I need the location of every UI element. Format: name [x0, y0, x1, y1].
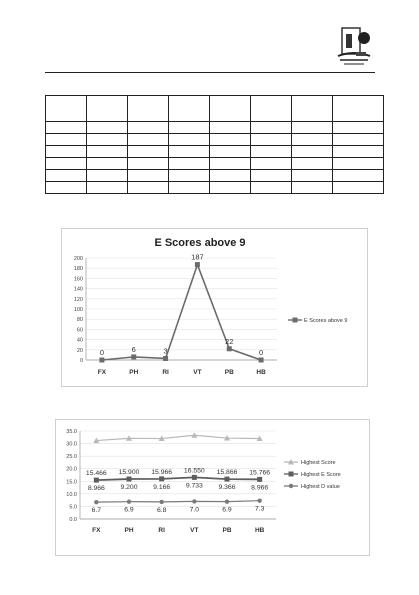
table-cell [128, 170, 169, 182]
table-cell [210, 96, 251, 122]
y-tick-label: 160 [73, 276, 83, 283]
table-cell [251, 146, 292, 158]
x-tick-label: PH [124, 527, 134, 534]
data-label: 16.550 [183, 467, 205, 475]
y-tick-label: 200 [73, 256, 83, 262]
table-cell [292, 134, 333, 146]
y-tick-label: 0 [79, 358, 83, 364]
table-cell [251, 122, 292, 134]
table-cell [251, 182, 292, 194]
data-point [94, 478, 99, 483]
table-cell [292, 158, 333, 170]
table-cell [46, 170, 87, 182]
data-label: 15.866 [216, 469, 238, 477]
y-tick-label: 120 [73, 296, 83, 303]
table-cell [46, 134, 87, 146]
y-tick-label: 5.0 [69, 504, 77, 511]
series-line [96, 435, 259, 440]
legend [284, 459, 341, 490]
table-cell [169, 158, 210, 170]
table-row [46, 182, 384, 194]
university-logo-icon [334, 22, 374, 68]
data-label: 6.9 [222, 506, 232, 514]
data-point [99, 358, 104, 363]
table-cell [210, 146, 251, 158]
data-label: 187 [191, 252, 204, 262]
table-cell [251, 96, 292, 122]
table-cell [333, 96, 384, 122]
data-label: 6.9 [124, 506, 134, 514]
table-cell [251, 134, 292, 146]
data-label: 6.7 [91, 507, 102, 515]
table-cell [87, 96, 128, 122]
data-point [94, 500, 98, 504]
data-label: 15.966 [151, 468, 173, 476]
chart-e-scores [62, 229, 367, 386]
data-point [259, 358, 264, 363]
table-cell [87, 122, 128, 134]
table-cell [169, 96, 210, 122]
table-cell [333, 146, 384, 158]
chart-title: E Scores above 9 [154, 237, 246, 249]
legend-label: Highest E Score [301, 472, 341, 478]
table-cell [333, 170, 384, 182]
header-rule [45, 72, 375, 73]
legend-label: Highest D value [301, 484, 340, 490]
table-row [46, 146, 384, 158]
table-cell [292, 182, 333, 194]
data-label: 8.966 [251, 484, 269, 492]
series-line [96, 477, 259, 480]
y-tick-label: 0.0 [69, 517, 77, 523]
x-tick-label: VT [190, 527, 199, 534]
table-cell [210, 122, 251, 134]
y-tick-label: 40 [76, 337, 83, 344]
table-cell [333, 134, 384, 146]
x-tick-label: FX [92, 527, 101, 534]
y-tick-label: 35.0 [66, 429, 77, 435]
table-row [46, 96, 384, 122]
y-tick-label: 10.0 [66, 491, 77, 498]
legend-label: E Scores above 9 [304, 318, 348, 324]
data-point [257, 477, 262, 482]
data-label: 15.466 [85, 470, 107, 478]
legend-marker [293, 318, 298, 323]
table-cell [333, 158, 384, 170]
data-label: 3 [163, 346, 168, 356]
x-tick-label: FX [97, 369, 107, 376]
y-tick-label: 30.0 [66, 441, 77, 448]
table-cell [292, 170, 333, 182]
table-cell [210, 134, 251, 146]
table-row [46, 134, 384, 146]
data-point [192, 475, 197, 480]
data-label: 0 [258, 348, 264, 357]
table-cell [128, 182, 169, 194]
series-line [99, 265, 264, 360]
y-tick-label: 20 [76, 347, 83, 354]
x-tick-label: PB [222, 527, 232, 534]
x-tick-label: RI [162, 369, 169, 376]
table-cell [128, 158, 169, 170]
data-label: 9.733 [185, 482, 203, 490]
data-label: 7.3 [254, 505, 265, 513]
x-tick-label: PB [224, 369, 234, 376]
series-0 [93, 432, 262, 443]
x-tick-label: PH [129, 369, 139, 376]
data-point [163, 356, 168, 361]
table-cell [169, 122, 210, 134]
table-cell [128, 96, 169, 122]
data-point [159, 500, 163, 504]
table-cell [46, 96, 87, 122]
y-tick-label: 25.0 [66, 454, 77, 461]
table-cell [251, 170, 292, 182]
y-tick-label: 60 [76, 327, 83, 334]
y-tick-label: 140 [73, 286, 83, 293]
table-cell [87, 146, 128, 158]
table-cell [46, 158, 87, 170]
data-point [192, 499, 196, 503]
table-cell [169, 146, 210, 158]
table-cell [169, 134, 210, 146]
data-label: 9.366 [218, 484, 236, 492]
x-tick-label: RI [158, 527, 165, 534]
legend-marker [289, 472, 294, 477]
data-point [127, 477, 132, 482]
table-cell [210, 182, 251, 194]
table-cell [87, 158, 128, 170]
table-cell [46, 146, 87, 158]
data-label: 15.900 [118, 469, 140, 477]
table-row [46, 122, 384, 134]
y-tick-label: 180 [73, 266, 83, 273]
data-label: 7.0 [189, 506, 200, 514]
table-row [46, 170, 384, 182]
table-cell [210, 158, 251, 170]
data-label: 15.766 [249, 469, 271, 477]
legend-marker [289, 484, 293, 488]
series-line [96, 501, 259, 503]
y-tick-label: 20.0 [66, 466, 77, 473]
data-label: 9.166 [153, 483, 171, 491]
y-tick-label: 15.0 [66, 479, 77, 486]
data-table [45, 95, 384, 194]
table-cell [46, 182, 87, 194]
table-cell [169, 170, 210, 182]
table-row [46, 158, 384, 170]
table-cell [128, 134, 169, 146]
data-point [225, 477, 230, 482]
x-tick-label: HB [256, 369, 266, 376]
data-point [225, 499, 229, 503]
data-point [159, 476, 164, 481]
table-cell [169, 182, 210, 194]
x-tick-label: VT [193, 369, 202, 376]
table-cell [333, 182, 384, 194]
y-tick-label: 100 [73, 307, 83, 313]
table-cell [251, 158, 292, 170]
table-cell [46, 122, 87, 134]
table-cell [128, 146, 169, 158]
table-cell [87, 134, 128, 146]
chart-e-scores-frame [61, 228, 368, 387]
table-cell [292, 96, 333, 122]
data-label: 0 [99, 348, 105, 357]
series-2 [94, 498, 262, 504]
table-cell [128, 122, 169, 134]
y-tick-label: 80 [76, 317, 83, 324]
data-point [195, 262, 200, 267]
legend-label: Highest Score [301, 460, 336, 466]
data-label: 8.966 [87, 485, 105, 493]
x-tick-label: HB [254, 527, 265, 534]
table-cell [333, 122, 384, 134]
data-label: 22 [225, 336, 234, 346]
data-point [131, 354, 136, 359]
table-cell [292, 146, 333, 158]
chart-highest-scores [56, 420, 369, 555]
chart-highest-scores-frame [55, 419, 370, 556]
table-cell [210, 170, 251, 182]
data-label: 9.200 [120, 484, 138, 492]
data-label: 6 [131, 344, 136, 354]
data-point [227, 346, 232, 351]
table-cell [292, 122, 333, 134]
data-point [257, 498, 261, 502]
data-point [127, 499, 131, 503]
table-cell [87, 182, 128, 194]
legend [288, 318, 347, 325]
data-label: 6.8 [156, 506, 167, 514]
table-cell [87, 170, 128, 182]
